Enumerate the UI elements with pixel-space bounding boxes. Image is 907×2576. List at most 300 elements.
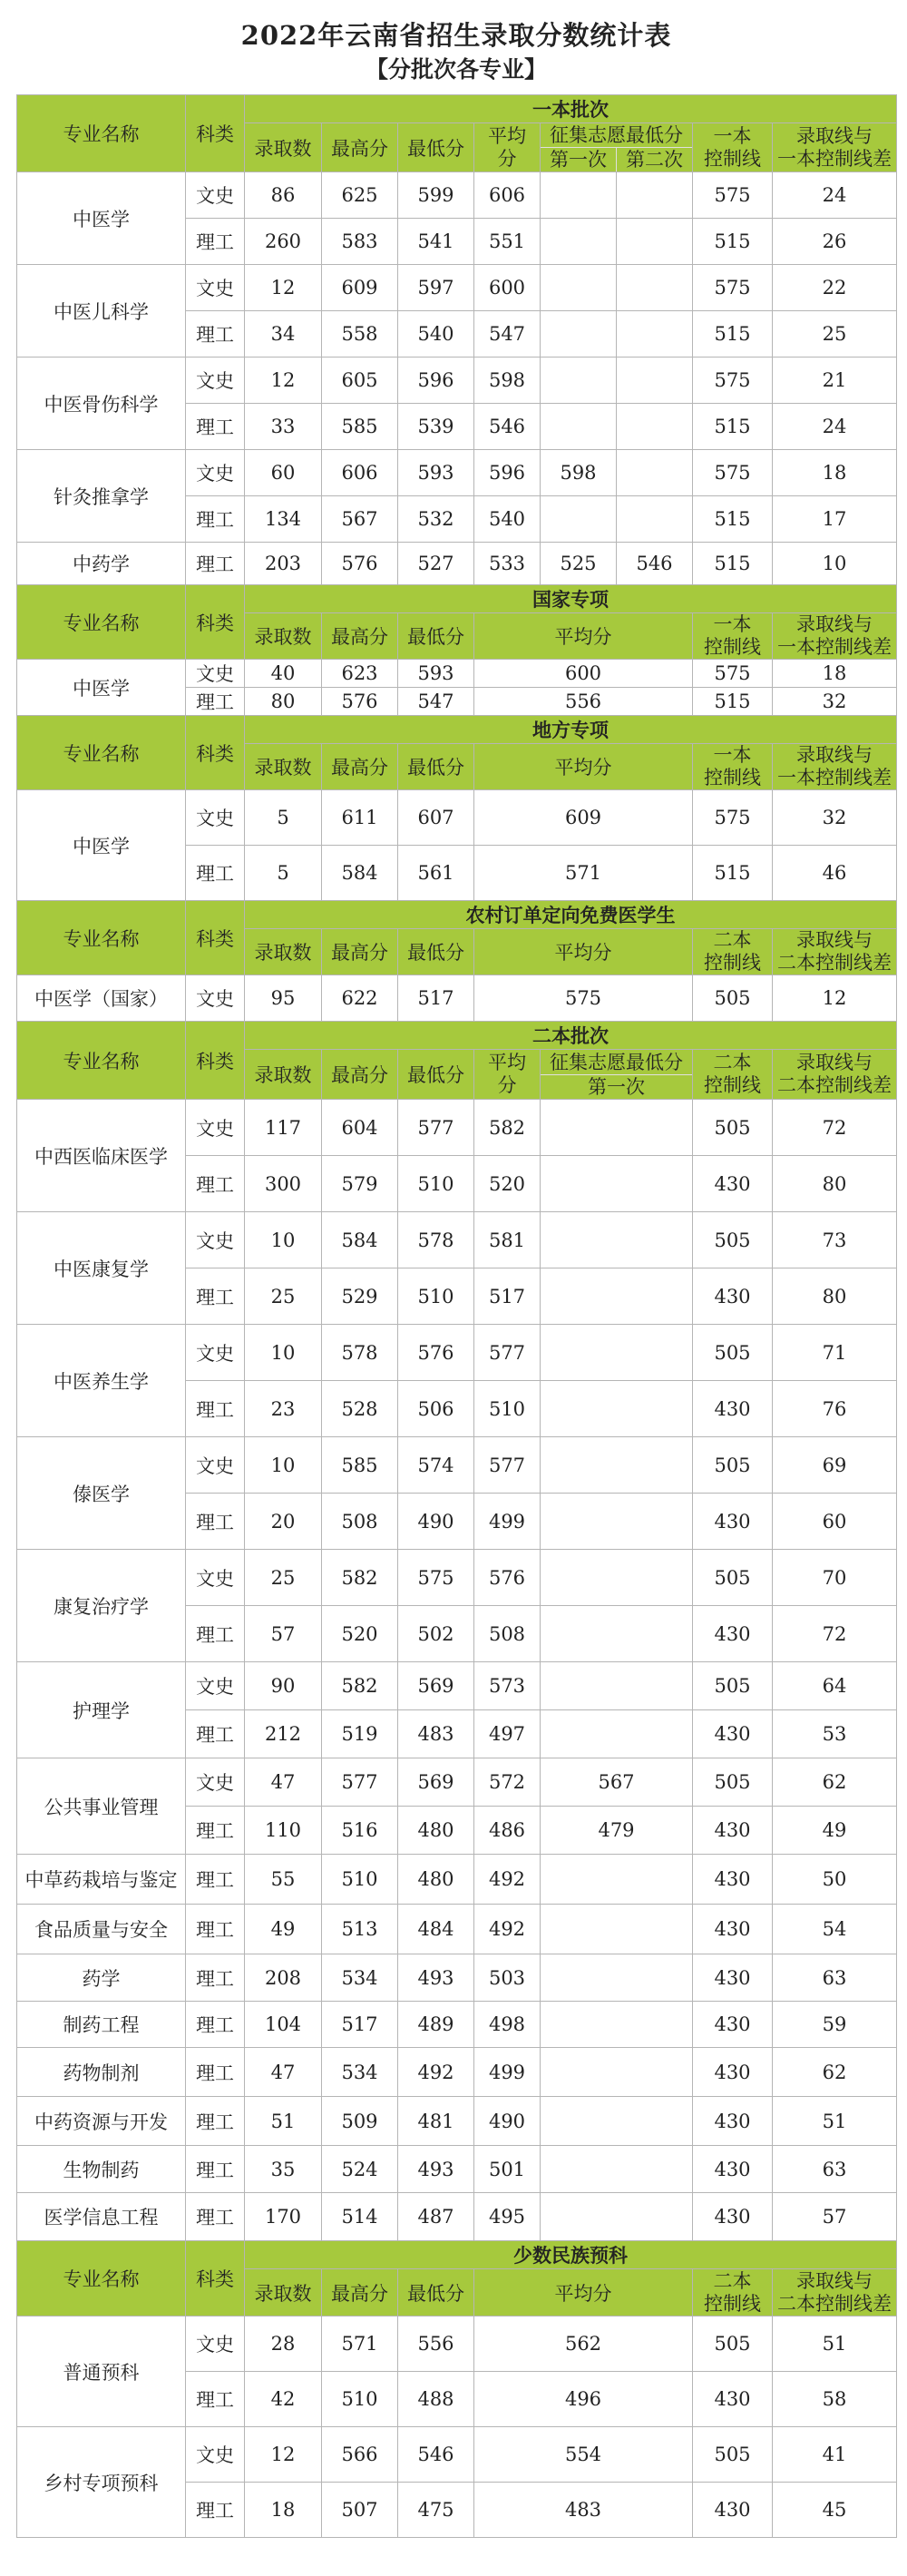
zj-first-cell bbox=[541, 2048, 693, 2097]
ctrl-cell-text: 430 bbox=[714, 1723, 751, 1745]
table-row bbox=[17, 716, 897, 744]
avg-cell-text: 556 bbox=[564, 691, 602, 712]
count-cell-text: 10 bbox=[270, 1454, 296, 1476]
min-cell bbox=[398, 311, 474, 358]
major-name-text: 中药学 bbox=[73, 553, 130, 575]
max-cell bbox=[322, 660, 398, 688]
header-diff1-text: 录取线与 一本控制线差 bbox=[777, 124, 892, 170]
avg-cell bbox=[474, 2316, 693, 2372]
diff-cell-text: 21 bbox=[822, 369, 847, 391]
subject-cell bbox=[186, 1662, 245, 1710]
subject-cell-text: 理工 bbox=[196, 1724, 234, 1746]
ctrl-cell bbox=[693, 660, 773, 688]
diff-cell-text: 69 bbox=[822, 1454, 847, 1476]
ctrl-cell-text: 505 bbox=[714, 1229, 751, 1251]
table-row bbox=[17, 2241, 897, 2269]
header-ctrl-text: 二本 控制线 bbox=[704, 929, 761, 974]
subject-cell-text: 理工 bbox=[196, 1967, 234, 1990]
avg-cell bbox=[474, 2097, 541, 2146]
header-max bbox=[322, 1050, 398, 1100]
diff-cell-text: 25 bbox=[822, 323, 847, 345]
max-cell-text: 567 bbox=[341, 508, 378, 530]
zj-first-cell bbox=[541, 219, 617, 265]
page-subtitle: 【分批次各专业】 bbox=[365, 56, 547, 83]
ctrl-cell-text: 430 bbox=[714, 2061, 751, 2083]
zj-first-cell bbox=[541, 1550, 693, 1606]
diff-cell bbox=[773, 660, 897, 688]
diff-cell-text: 24 bbox=[822, 184, 847, 206]
max-cell-text: 577 bbox=[341, 1771, 378, 1793]
min-cell-text: 577 bbox=[417, 1116, 454, 1139]
avg-cell-text: 576 bbox=[488, 1566, 526, 1589]
min-cell-text: 488 bbox=[417, 2388, 454, 2410]
major-name-text: 中医学（国家） bbox=[34, 988, 168, 1010]
min-cell bbox=[398, 1758, 474, 1807]
diff-cell bbox=[773, 265, 897, 311]
header-major-text: 专业名称 bbox=[63, 927, 140, 950]
header-avg bbox=[474, 2269, 693, 2316]
count-cell-text: 260 bbox=[264, 230, 302, 252]
avg-cell-text: 533 bbox=[488, 553, 526, 574]
max-cell bbox=[322, 2002, 398, 2048]
min-cell bbox=[398, 2193, 474, 2241]
min-cell-text: 493 bbox=[417, 2158, 454, 2180]
max-cell-text: 558 bbox=[341, 323, 378, 345]
header-avg-text: 平均 分 bbox=[488, 124, 526, 170]
major-name bbox=[17, 1855, 186, 1905]
avg-cell-text: 554 bbox=[564, 2444, 602, 2465]
header-count bbox=[245, 1050, 322, 1100]
ctrl-cell bbox=[693, 2048, 773, 2097]
zj-first-cell bbox=[541, 1807, 693, 1855]
min-cell bbox=[398, 1807, 474, 1855]
max-cell bbox=[322, 1437, 398, 1494]
count-cell bbox=[245, 265, 322, 311]
count-cell-text: 104 bbox=[264, 2013, 302, 2035]
count-cell bbox=[245, 1437, 322, 1494]
diff-cell bbox=[773, 1325, 897, 1381]
ctrl-cell-text: 575 bbox=[714, 369, 751, 391]
avg-cell bbox=[474, 1807, 541, 1855]
header-diff bbox=[773, 2269, 897, 2316]
subject-cell bbox=[186, 2048, 245, 2097]
zj-second-cell bbox=[617, 265, 693, 311]
avg-cell bbox=[474, 2193, 541, 2241]
min-cell-text: 510 bbox=[417, 1172, 454, 1195]
header-avg-text: 平均分 bbox=[554, 757, 612, 779]
subject-cell bbox=[186, 1954, 245, 2002]
subject-cell-text: 文史 bbox=[196, 1676, 234, 1698]
subject-cell bbox=[186, 172, 245, 219]
min-cell-text: 506 bbox=[417, 1397, 454, 1420]
ctrl-cell-text: 515 bbox=[714, 553, 751, 574]
diff-cell-text: 76 bbox=[822, 1397, 847, 1420]
count-cell bbox=[245, 2002, 322, 2048]
ctrl-cell bbox=[693, 1905, 773, 1954]
section-batch2-text: 二本批次 bbox=[532, 1024, 609, 1047]
subject-cell-text: 文史 bbox=[196, 1117, 234, 1140]
header-zj bbox=[541, 123, 693, 172]
max-cell-text: 578 bbox=[341, 1341, 378, 1364]
count-cell bbox=[245, 2483, 322, 2538]
major-name-text: 普通预科 bbox=[63, 2361, 140, 2384]
header-subject bbox=[186, 2241, 245, 2316]
ctrl-cell bbox=[693, 846, 773, 901]
diff-cell-text: 72 bbox=[822, 1116, 847, 1139]
header-min bbox=[398, 123, 474, 172]
ctrl-cell bbox=[693, 543, 773, 585]
diff-cell bbox=[773, 790, 897, 846]
min-cell-text: 502 bbox=[417, 1622, 454, 1645]
ctrl-cell-text: 430 bbox=[714, 1285, 751, 1308]
zj-first-cell bbox=[541, 311, 617, 358]
ctrl-cell-text: 505 bbox=[714, 1454, 751, 1476]
count-cell-text: 5 bbox=[277, 862, 289, 884]
zj-first-cell bbox=[541, 1268, 693, 1325]
max-cell bbox=[322, 172, 398, 219]
ctrl-cell-text: 515 bbox=[714, 416, 751, 437]
avg-cell bbox=[474, 688, 693, 716]
min-cell-text: 481 bbox=[417, 2110, 454, 2132]
avg-cell bbox=[474, 2002, 541, 2048]
subject-cell bbox=[186, 2483, 245, 2538]
header-ctrl2 bbox=[693, 1050, 773, 1100]
ctrl-cell bbox=[693, 2097, 773, 2146]
header-max bbox=[322, 929, 398, 975]
subject-cell-text: 理工 bbox=[196, 509, 234, 531]
count-cell bbox=[245, 2048, 322, 2097]
zj-first-cell bbox=[541, 265, 617, 311]
max-cell bbox=[322, 1381, 398, 1437]
header-subject-text: 科类 bbox=[196, 123, 234, 145]
ctrl-cell bbox=[693, 688, 773, 716]
count-cell bbox=[245, 1606, 322, 1662]
section-national bbox=[245, 585, 897, 613]
max-cell bbox=[322, 2097, 398, 2146]
diff-cell bbox=[773, 2316, 897, 2372]
major-name bbox=[17, 2427, 186, 2538]
ctrl-cell-text: 430 bbox=[714, 1918, 751, 1940]
zj-first-cell bbox=[541, 1100, 693, 1156]
diff-cell-text: 53 bbox=[822, 1723, 847, 1745]
zj-first-cell bbox=[541, 2097, 693, 2146]
table-row bbox=[17, 1437, 897, 1494]
min-cell-text: 490 bbox=[417, 1510, 454, 1533]
header-first-round: 第一次 bbox=[541, 148, 617, 171]
avg-cell bbox=[474, 358, 541, 404]
ctrl-cell bbox=[693, 2372, 773, 2427]
zj-first-cell bbox=[541, 172, 617, 219]
avg-cell bbox=[474, 1606, 541, 1662]
zj-first-cell bbox=[541, 496, 617, 543]
max-cell bbox=[322, 975, 398, 1022]
ctrl-cell-text: 430 bbox=[714, 2110, 751, 2132]
table-row bbox=[17, 450, 897, 496]
count-cell bbox=[245, 2427, 322, 2483]
diff-cell bbox=[773, 2483, 897, 2538]
avg-cell-text: 510 bbox=[488, 1397, 526, 1420]
ctrl-cell-text: 505 bbox=[714, 2333, 751, 2355]
avg-cell-text: 501 bbox=[488, 2158, 526, 2180]
ctrl-cell bbox=[693, 1758, 773, 1807]
zj-first-cell bbox=[541, 2146, 693, 2193]
count-cell bbox=[245, 1268, 322, 1325]
min-cell bbox=[398, 1100, 474, 1156]
diff-cell-text: 70 bbox=[822, 1566, 847, 1589]
subject-cell-text: 理工 bbox=[196, 1869, 234, 1891]
ctrl-cell-text: 430 bbox=[714, 2388, 751, 2410]
header-min-text: 最低分 bbox=[407, 2282, 464, 2305]
ctrl-cell-text: 575 bbox=[714, 807, 751, 828]
avg-cell bbox=[474, 1325, 541, 1381]
avg-cell bbox=[474, 1381, 541, 1437]
max-cell bbox=[322, 496, 398, 543]
avg-cell bbox=[474, 1710, 541, 1758]
header-zj-label: 征集志愿最低分 bbox=[541, 123, 692, 148]
avg-cell-text: 562 bbox=[564, 2333, 602, 2355]
subject-cell-text: 理工 bbox=[196, 1173, 234, 1196]
min-cell-text: 540 bbox=[417, 323, 454, 345]
count-cell-text: 5 bbox=[277, 807, 289, 828]
avg-cell-text: 546 bbox=[488, 416, 526, 437]
zj-first-cell bbox=[541, 1758, 693, 1807]
ctrl-cell bbox=[693, 265, 773, 311]
max-cell bbox=[322, 2193, 398, 2241]
diff-cell bbox=[773, 1905, 897, 1954]
count-cell bbox=[245, 1494, 322, 1550]
subject-cell-text: 理工 bbox=[196, 2159, 234, 2181]
min-cell bbox=[398, 2002, 474, 2048]
zj-first-cell bbox=[541, 1905, 693, 1954]
major-name bbox=[17, 1550, 186, 1662]
min-cell-text: 489 bbox=[417, 2013, 454, 2035]
subject-cell bbox=[186, 311, 245, 358]
count-cell bbox=[245, 1905, 322, 1954]
count-cell bbox=[245, 1100, 322, 1156]
max-cell bbox=[322, 2146, 398, 2193]
diff-cell-text: 17 bbox=[822, 508, 847, 530]
count-cell-text: 47 bbox=[270, 1771, 296, 1793]
zj-first-cell bbox=[541, 1325, 693, 1381]
diff-cell bbox=[773, 1954, 897, 2002]
ctrl-cell-text: 515 bbox=[714, 323, 751, 345]
subject-cell bbox=[186, 2427, 245, 2483]
diff-cell bbox=[773, 1268, 897, 1325]
diff-cell bbox=[773, 846, 897, 901]
zj-second-cell bbox=[617, 450, 693, 496]
major-name bbox=[17, 1212, 186, 1325]
min-cell-text: 578 bbox=[417, 1229, 454, 1251]
avg-cell bbox=[474, 2483, 693, 2538]
major-name-text: 生物制药 bbox=[63, 2159, 140, 2181]
diff-cell bbox=[773, 1758, 897, 1807]
header-diff2-text: 录取线与 二本控制线差 bbox=[777, 1052, 892, 1096]
major-name-text: 中医学 bbox=[73, 208, 130, 230]
diff-cell bbox=[773, 496, 897, 543]
diff-cell bbox=[773, 2427, 897, 2483]
subject-cell bbox=[186, 2002, 245, 2048]
major-name bbox=[17, 1954, 186, 2002]
table-row bbox=[17, 1022, 897, 1050]
subject-cell bbox=[186, 2193, 245, 2241]
count-cell-text: 33 bbox=[270, 416, 296, 437]
ctrl-cell bbox=[693, 404, 773, 450]
avg-cell-text: 540 bbox=[488, 508, 526, 530]
diff-cell-text: 58 bbox=[822, 2388, 847, 2410]
diff-cell-text: 26 bbox=[822, 230, 847, 252]
header-diff bbox=[773, 613, 897, 660]
min-cell bbox=[398, 496, 474, 543]
subject-cell-text: 理工 bbox=[196, 2062, 234, 2084]
count-cell bbox=[245, 1807, 322, 1855]
min-cell bbox=[398, 790, 474, 846]
major-name bbox=[17, 790, 186, 901]
avg-cell bbox=[474, 660, 693, 688]
table-row bbox=[17, 543, 897, 585]
header-avg-text: 平均分 bbox=[554, 942, 612, 964]
avg-cell-text: 575 bbox=[564, 987, 602, 1009]
table-row bbox=[17, 2146, 897, 2193]
min-cell-text: 599 bbox=[417, 184, 454, 206]
header-ctrl1-text: 一本 控制线 bbox=[704, 124, 761, 170]
count-cell bbox=[245, 1954, 322, 2002]
count-cell bbox=[245, 2372, 322, 2427]
avg-cell bbox=[474, 2427, 693, 2483]
max-cell-text: 605 bbox=[341, 369, 378, 391]
min-cell-text: 575 bbox=[417, 1566, 454, 1589]
ctrl-cell bbox=[693, 790, 773, 846]
subject-cell-text: 理工 bbox=[196, 231, 234, 253]
count-cell-text: 20 bbox=[270, 1510, 296, 1533]
header-zj bbox=[541, 1050, 693, 1100]
subject-cell bbox=[186, 1494, 245, 1550]
header-subject-text: 科类 bbox=[196, 2268, 234, 2290]
min-cell bbox=[398, 1437, 474, 1494]
count-cell-text: 86 bbox=[270, 184, 296, 206]
min-cell bbox=[398, 1606, 474, 1662]
header-count bbox=[245, 744, 322, 790]
diff-cell bbox=[773, 172, 897, 219]
avg-cell bbox=[474, 1268, 541, 1325]
header-count-text: 录取数 bbox=[254, 626, 312, 648]
avg-cell bbox=[474, 846, 693, 901]
ctrl-cell-text: 505 bbox=[714, 2444, 751, 2465]
table-row bbox=[17, 1212, 897, 1268]
major-name bbox=[17, 358, 186, 450]
max-cell bbox=[322, 1606, 398, 1662]
ctrl-cell-text: 575 bbox=[714, 277, 751, 299]
count-cell-text: 203 bbox=[264, 553, 302, 574]
max-cell bbox=[322, 1807, 398, 1855]
count-cell-text: 55 bbox=[270, 1868, 296, 1890]
count-cell bbox=[245, 688, 322, 716]
max-cell-text: 622 bbox=[341, 987, 378, 1009]
min-cell bbox=[398, 660, 474, 688]
min-cell-text: 484 bbox=[417, 1918, 454, 1940]
max-cell bbox=[322, 1268, 398, 1325]
zj-first-cell bbox=[541, 1156, 693, 1212]
header-ctrl bbox=[693, 744, 773, 790]
count-cell-text: 28 bbox=[270, 2333, 296, 2355]
header-first-round: 第一次 bbox=[588, 1075, 645, 1098]
max-cell-text: 534 bbox=[341, 1966, 378, 1989]
min-cell-text: 480 bbox=[417, 1819, 454, 1841]
count-cell bbox=[245, 172, 322, 219]
major-name bbox=[17, 1662, 186, 1758]
diff-cell-text: 80 bbox=[822, 1172, 847, 1195]
header-subject bbox=[186, 901, 245, 975]
diff-cell bbox=[773, 311, 897, 358]
ctrl-cell bbox=[693, 1855, 773, 1905]
diff-cell bbox=[773, 2193, 897, 2241]
diff-cell-text: 60 bbox=[822, 1510, 847, 1533]
count-cell-text: 60 bbox=[270, 462, 296, 484]
avg-cell-text: 609 bbox=[564, 807, 602, 828]
diff-cell-text: 50 bbox=[822, 1868, 847, 1890]
count-cell-text: 212 bbox=[264, 1723, 302, 1745]
diff-cell bbox=[773, 358, 897, 404]
max-cell bbox=[322, 1710, 398, 1758]
ctrl-cell bbox=[693, 1550, 773, 1606]
header-count-text: 录取数 bbox=[254, 942, 312, 964]
ctrl-cell bbox=[693, 1606, 773, 1662]
ctrl-cell bbox=[693, 1662, 773, 1710]
avg-cell-text: 490 bbox=[488, 2110, 526, 2132]
max-cell-text: 582 bbox=[341, 1675, 378, 1697]
subject-cell bbox=[186, 1758, 245, 1807]
count-cell-text: 300 bbox=[264, 1172, 302, 1195]
zj-second-cell bbox=[617, 172, 693, 219]
subject-cell bbox=[186, 1807, 245, 1855]
header-min bbox=[398, 613, 474, 660]
min-cell-text: 517 bbox=[417, 987, 454, 1009]
subject-cell-text: 理工 bbox=[196, 2111, 234, 2133]
diff-cell-text: 54 bbox=[822, 1918, 847, 1940]
diff-cell-text: 45 bbox=[822, 2499, 847, 2521]
major-name bbox=[17, 1325, 186, 1437]
header-major-text: 专业名称 bbox=[63, 612, 140, 634]
header-max-text: 最高分 bbox=[331, 757, 388, 779]
max-cell bbox=[322, 1662, 398, 1710]
subject-cell bbox=[186, 404, 245, 450]
subject-cell bbox=[186, 2372, 245, 2427]
diff-cell-text: 46 bbox=[822, 862, 847, 884]
subject-cell bbox=[186, 2146, 245, 2193]
max-cell-text: 579 bbox=[341, 1172, 378, 1195]
major-name bbox=[17, 450, 186, 543]
min-cell bbox=[398, 975, 474, 1022]
subject-cell bbox=[186, 1437, 245, 1494]
min-cell-text: 510 bbox=[417, 1285, 454, 1308]
diff-cell bbox=[773, 1855, 897, 1905]
avg-cell-text: 520 bbox=[488, 1172, 526, 1195]
major-name-text: 中医学 bbox=[73, 677, 130, 700]
min-cell-text: 561 bbox=[417, 862, 454, 884]
subject-cell-text: 文史 bbox=[196, 1567, 234, 1590]
subject-cell bbox=[186, 1381, 245, 1437]
subject-cell-text: 理工 bbox=[196, 863, 234, 885]
min-cell bbox=[398, 2372, 474, 2427]
avg-cell-text: 499 bbox=[488, 1510, 526, 1533]
table-row bbox=[17, 1662, 897, 1710]
count-cell-text: 25 bbox=[270, 1566, 296, 1589]
table-row bbox=[17, 1758, 897, 1807]
avg-cell bbox=[474, 219, 541, 265]
header-ctrl1 bbox=[693, 123, 773, 172]
diff-cell-text: 71 bbox=[822, 1341, 847, 1364]
count-cell bbox=[245, 404, 322, 450]
major-name bbox=[17, 2146, 186, 2193]
